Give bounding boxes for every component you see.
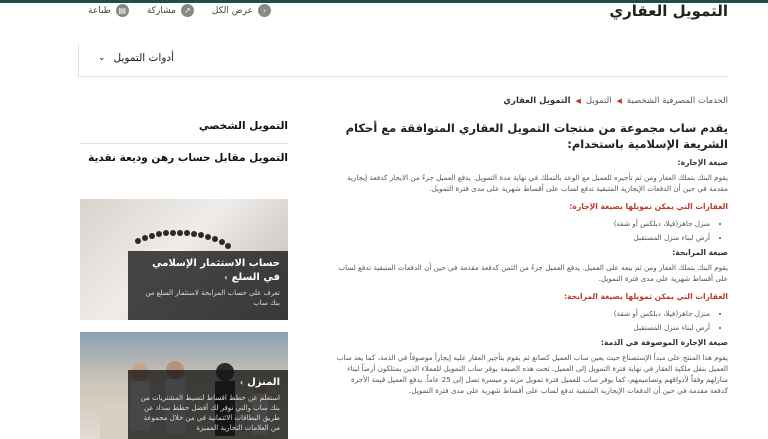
print-icon: ▤ <box>116 4 129 17</box>
finance-tools-dropdown[interactable] <box>98 52 174 64</box>
breadcrumb-item-personal-banking[interactable]: الخدمات المصرفية الشخصية <box>626 96 728 106</box>
breadcrumb-item-finance[interactable]: التمويل <box>585 96 612 106</box>
chevron-left-icon: ‹ <box>258 4 271 17</box>
promo-card-overlay <box>128 251 288 320</box>
breadcrumb-item-current: التمويل العقاري <box>503 96 571 106</box>
chevron-left-icon: › <box>224 273 228 282</box>
list-item: • أرض لبناء منزل المستقبل <box>335 232 710 243</box>
sidebar-divider <box>80 143 288 144</box>
murabaha-props-list <box>335 308 728 333</box>
promo-card-home[interactable] <box>80 332 288 439</box>
list-item: • أرض لبناء منزل المستقبل <box>335 322 710 333</box>
promo-card-desc: استعلم عن خطط اقساط لتسيط المشتريات من بنك ساب والتي توفر لك أفضل خطط سداد عن طريق البطاقات الائتمانية في من خلال مجموعة من العلامات التجارية المميزة <box>140 394 280 432</box>
ijara-props-list <box>335 218 728 243</box>
promo-card-title: حساب الاستثمار الإسلامي في السلع› <box>152 258 280 283</box>
page-actions <box>88 4 271 17</box>
view-all-button[interactable] <box>212 4 271 17</box>
list-item: • منزل جاهز(فيلا، دبلكس أو شقة) <box>335 308 710 319</box>
chevron-left-icon: › <box>239 378 244 387</box>
page-title: التمويل العقاري <box>609 2 728 20</box>
ijara-props-title: العقارات التي يمكن تمويلها بصيغة الإجارة: <box>569 202 728 211</box>
chevron-down-icon: ⌄ <box>98 53 106 63</box>
breadcrumb <box>503 96 728 106</box>
finance-tools-label: أدوات التمويل <box>113 52 175 64</box>
promo-card-title: المنزل› <box>239 377 280 388</box>
print-label: طباعة <box>88 5 111 16</box>
sidebar-link-personal-finance[interactable]: التمويل الشخصي <box>198 120 288 132</box>
ijara-title: صيغة الإجارة: <box>677 158 728 167</box>
murabaha-title: صيغة المرابحة: <box>672 248 728 257</box>
murabaha-props-title: العقارات التي يمكن تمويلها بصيغة المرابحة: <box>564 292 728 301</box>
promo-card-commodity[interactable] <box>80 199 288 320</box>
ijara-text: يقوم البنك بتملك العقار ومن ثم تأجيره للعميل مع الوعد بالتملك في نهاية مدة التمويل. يدفع العميل جزءً من الايجار كدفعة إيجارية مقدمة في حين أن الدفعات الإيجارية المتبقية تدفع لساب على أقساط شهرية على مدى فترة التمويل. <box>347 173 728 193</box>
described-ijara-title: صيغة الإجارة الموصوفة في الذمة: <box>600 338 728 347</box>
murabaha-text: يقوم البنك بتملك العقار ومن ثم بيعه على العميل. يدفع العميل جزءً من الثمن كدفعة مقدمة في حين أن الدفعات المتبقية تدفع لساب على أقساط شهرية على مدى فترة التمويل. <box>338 263 728 283</box>
share-icon: ↗ <box>181 4 194 17</box>
sidebar-link-deposit-finance[interactable]: التمويل مقابل حساب رهن وديعة نقدية <box>88 152 288 164</box>
tools-divider <box>78 44 79 76</box>
list-item: • منزل جاهز(فيلا، دبلكس أو شقة) <box>335 218 710 229</box>
main-heading: يقدم ساب مجموعة من منتجات التمويل العقاري المتوافقة مع أحكام الشريعة الإسلامية باستخدام: <box>345 121 728 151</box>
share-label: مشاركة <box>146 5 176 16</box>
promo-card-desc: تعرف على حساب المرابحة لاستثمار السلع من بنك ساب <box>145 289 280 307</box>
promo-card-overlay <box>128 370 288 439</box>
print-button[interactable] <box>88 4 129 17</box>
sidebar <box>80 116 288 432</box>
main-content <box>335 120 728 400</box>
breadcrumb-separator-icon: ◀ <box>616 97 622 105</box>
header-divider <box>78 76 728 77</box>
view-all-label: عرض الكل <box>211 5 253 16</box>
share-button[interactable] <box>147 4 194 17</box>
described-ijara-text: يقوم هذا المنتج على مبدأ الإستصناع حيث يعين ساب العميل كصانع ثم يقوم بتأجير العقار عليه إيجاراً موصوفاً في الذمة، كما يعد ساب العميل بنقل ملكية العقار في نهاية فترة التمويل إلى العميل. تحت هذه الصيغة يوفر ساب التمويل للعملاء الذين يمتلكون أرضاً لبناء منازلهم وفقاً لأذواقهم وتصاميمهم، كما يوفر ساب للعميل فترة تمويل مرنة و ميسرة تصل إلى 25 عاماً. يدفع العميل قيمة الأجرة كدفعة مقدمة في حين أن الدفعات الإيجارية المتبقية تدفع لساب على أقساط شهرية على مدى فترة التمويل. <box>336 353 728 395</box>
breadcrumb-separator-icon: ◀ <box>575 97 581 105</box>
